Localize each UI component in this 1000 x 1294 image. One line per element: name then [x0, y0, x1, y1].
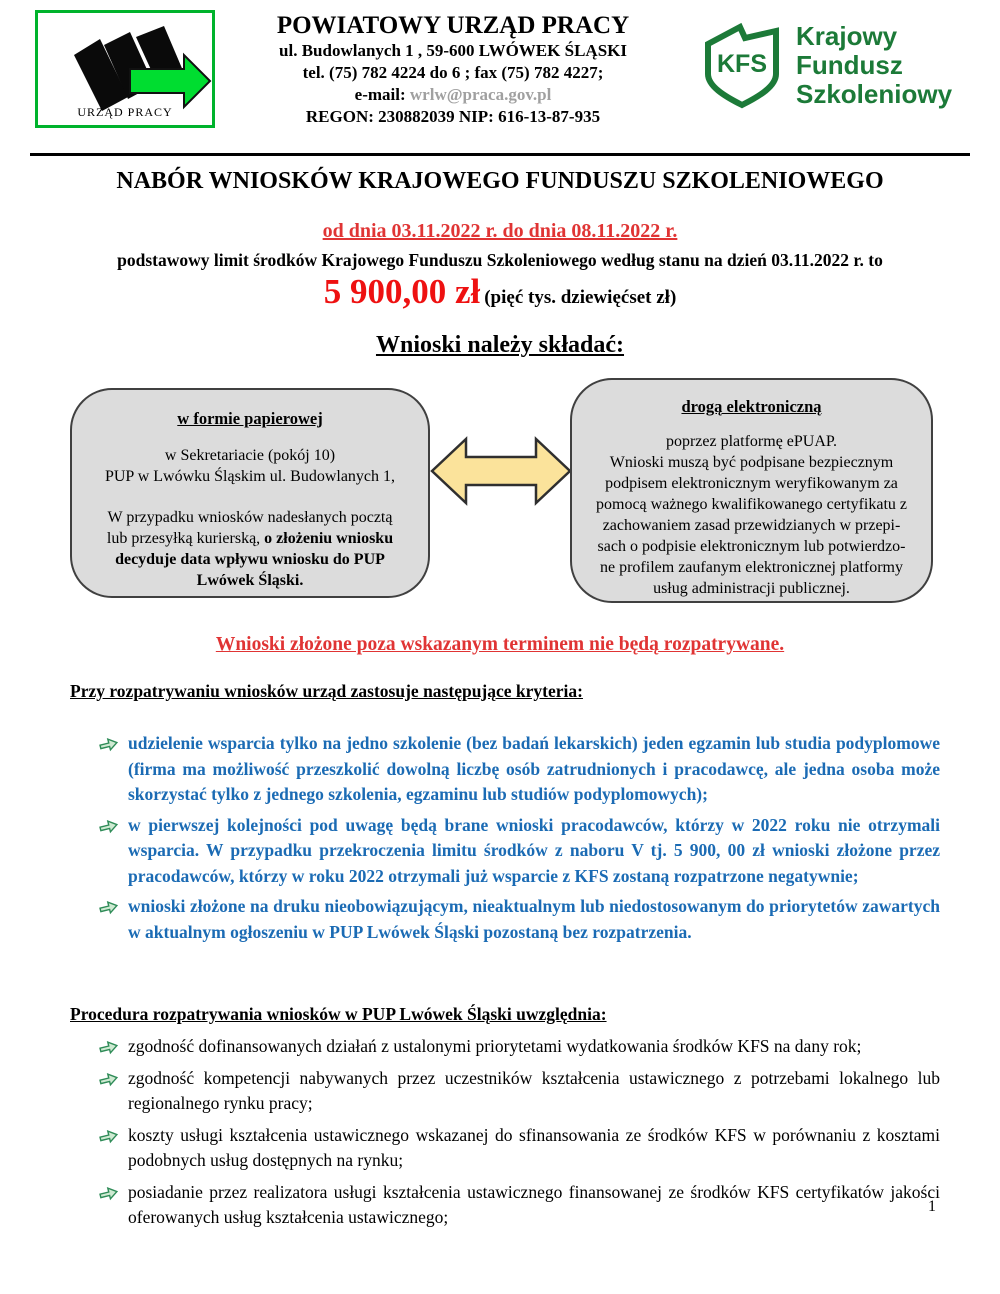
arrow-bullet-icon: [98, 894, 120, 916]
criteria-heading: Przy rozpatrywaniu wniosków urząd zastosuje następujące kryteria:: [70, 681, 583, 701]
paper-form-box: [70, 388, 430, 598]
e-line: podpisem elektronicznym weryfikowanym za: [605, 475, 898, 492]
document-header: [0, 0, 1000, 150]
electronic-box-text: [592, 431, 911, 599]
office-name: POWIATOWY URZĄD PRACY: [276, 12, 630, 39]
kfs-logo: [700, 16, 952, 112]
paper-box-title: w formie papierowej: [177, 409, 323, 428]
page-number: 1: [928, 1198, 936, 1215]
list-item: [98, 813, 940, 890]
paper-box-note: [98, 507, 402, 591]
e-line: Wnioski muszą być podpisane bezpiecznym: [609, 454, 894, 471]
amount-words: (pięć tys. dziewięćset zł): [484, 287, 677, 308]
procedure-item-text: koszty usługi kształcenia ustawicznego wskazanej do sfinansowania ze środków KFS w porównaniu z kosztami podobnych usług dostępnych na rynku;: [128, 1125, 940, 1170]
submission-options: [0, 378, 1000, 608]
header-divider: [30, 153, 970, 156]
paper-box-line2: PUP w Lwówku Śląskim ul. Budowlanych 1,: [104, 468, 396, 485]
email-label: e-mail:: [354, 85, 406, 104]
procedure-heading: Procedura rozpatrywania wniosków w PUP Lwówek Śląski uwzględnia:: [70, 1004, 607, 1024]
office-phone: tel. (75) 782 4224 do 6 ; fax (75) 782 4227;: [302, 63, 604, 82]
procedure-item-text: zgodność kompetencji nabywanych przez uczestników kształcenia ustawicznego z potrzebami lokalnego lub regionalnego rynku pracy;: [128, 1068, 940, 1113]
list-item: [98, 731, 940, 808]
pup-logo: [35, 10, 215, 128]
e-line: pomocą ważnego kwalifikowanego certyfikatu z: [596, 496, 907, 513]
deadline-warning: Wnioski złożone poza wskazanym terminem nie będą rozpatrywane.: [215, 634, 785, 655]
pup-logo-caption: URZĄD PRACY: [77, 105, 173, 119]
list-item: [98, 1180, 940, 1230]
criteria-item-text: udzielenie wsparcia tylko na jedno szkolenie (bez badań lekarskich) jeden egzamin lub studia podyplomowe (firma ma możliwość przeszkolić dowolną liczbę osób zatrudnionych i pracodawcę, ale jedna osoba może skorzystać tylko z jednego szkolenia, egzaminu lub studiów podyplomowych);: [128, 733, 940, 804]
e-line: sach o podpisie elektronicznym lub potwierdzo-: [597, 538, 906, 555]
amount-value: 5 900,00 zł: [323, 272, 481, 311]
list-item: [98, 894, 940, 945]
kfs-word-1: Krajowy: [796, 21, 898, 51]
arrow-bullet-icon: [98, 1180, 120, 1202]
electronic-form-box: [570, 378, 933, 603]
date-range: od dnia 03.11.2022 r. do dnia 08.11.2022 r.: [322, 220, 678, 242]
arrow-bullet-icon: [98, 813, 120, 835]
limit-intro: podstawowy limit środków Krajowego Funduszu Szkoleniowego według stanu na dzień 03.11.2022 r. to: [117, 250, 883, 270]
paper-note-bold: o złożeniu wniosku decyduje data wpływu wniosku do PUP Lwówek Śląski.: [115, 530, 394, 589]
kfs-word-3: Szkoleniowy: [796, 79, 953, 109]
procedure-list: [98, 1034, 940, 1237]
paper-note-normal: W przypadku wniosków nadesłanych pocztą lub przesyłką kurierską,: [106, 509, 393, 547]
criteria-item-text: wnioski złożone na druku nieobowiązującym, nieaktualnym lub niedostosowanym do priorytetów zawartych w aktualnym ogłoszeniu w PUP Lwówek Śląski pozostaną bez rozpatrzenia.: [128, 896, 940, 942]
kfs-abbr: KFS: [717, 50, 767, 78]
submit-heading: Wnioski należy składać:: [375, 332, 625, 358]
office-address: ul. Budowlanych 1 , 59-600 LWÓWEK ŚLĄSKI: [279, 41, 627, 60]
procedure-item-text: posiadanie przez realizatora usługi kształcenia ustawicznego finansowanej ze środków KFS certyfikatów jakości oferowanych usług kształcenia ustawicznego;: [128, 1182, 940, 1227]
kfs-shield-icon: [700, 16, 784, 112]
e-line: poprzez platformę ePUAP.: [665, 433, 838, 450]
procedure-item-text: zgodność dofinansowanych działań z ustalonymi priorytetami wydatkowania środków KFS na dany rok;: [128, 1036, 862, 1056]
pup-logo-graphic: [38, 13, 212, 113]
e-line: zachowaniem zasad przewidzianych w przepi-: [602, 517, 901, 534]
office-regon-nip: REGON: 230882039 NIP: 616-13-87-935: [305, 107, 601, 126]
criteria-list: [98, 731, 940, 950]
arrow-bullet-icon: [98, 731, 120, 753]
list-item: [98, 1123, 940, 1173]
electronic-box-title: drogą elektroniczną: [681, 397, 822, 416]
e-line: usług administracji publicznej.: [653, 580, 850, 597]
criteria-item-text: w pierwszej kolejności pod uwagę będą brane wnioski pracodawców, którzy w 2022 roku nie otrzymali wsparcia. W przypadku przekroczenia limitu środków z naboru V tj. 5 900, 00 zł wnioski złożone przez pracodawców, którzy w roku 2022 otrzymali już wsparcie z KFS zostaną rozpatrzone negatywnie;: [128, 814, 940, 886]
office-email-line: [228, 84, 678, 106]
list-item: [98, 1034, 940, 1059]
list-item: [98, 1066, 940, 1116]
amount-row: [0, 272, 1000, 312]
kfs-word-2: Fundusz: [796, 50, 903, 80]
kfs-wordmark: [796, 16, 952, 109]
office-contact-block: [228, 12, 678, 128]
page-title: NABÓR WNIOSKÓW KRAJOWEGO FUNDUSZU SZKOLENIOWEGO: [116, 168, 884, 194]
paper-box-line1: w Sekretariacie (pokój 10): [164, 447, 336, 464]
spacer: [98, 487, 402, 507]
arrow-bullet-icon: [98, 1066, 120, 1088]
double-arrow-icon: [430, 430, 572, 512]
e-line: ne profilem zaufanym elektronicznej platformy: [600, 559, 903, 576]
arrow-bullet-icon: [98, 1034, 120, 1056]
email-address: wrlw@praca.gov.pl: [409, 85, 552, 104]
arrow-bullet-icon: [98, 1123, 120, 1145]
